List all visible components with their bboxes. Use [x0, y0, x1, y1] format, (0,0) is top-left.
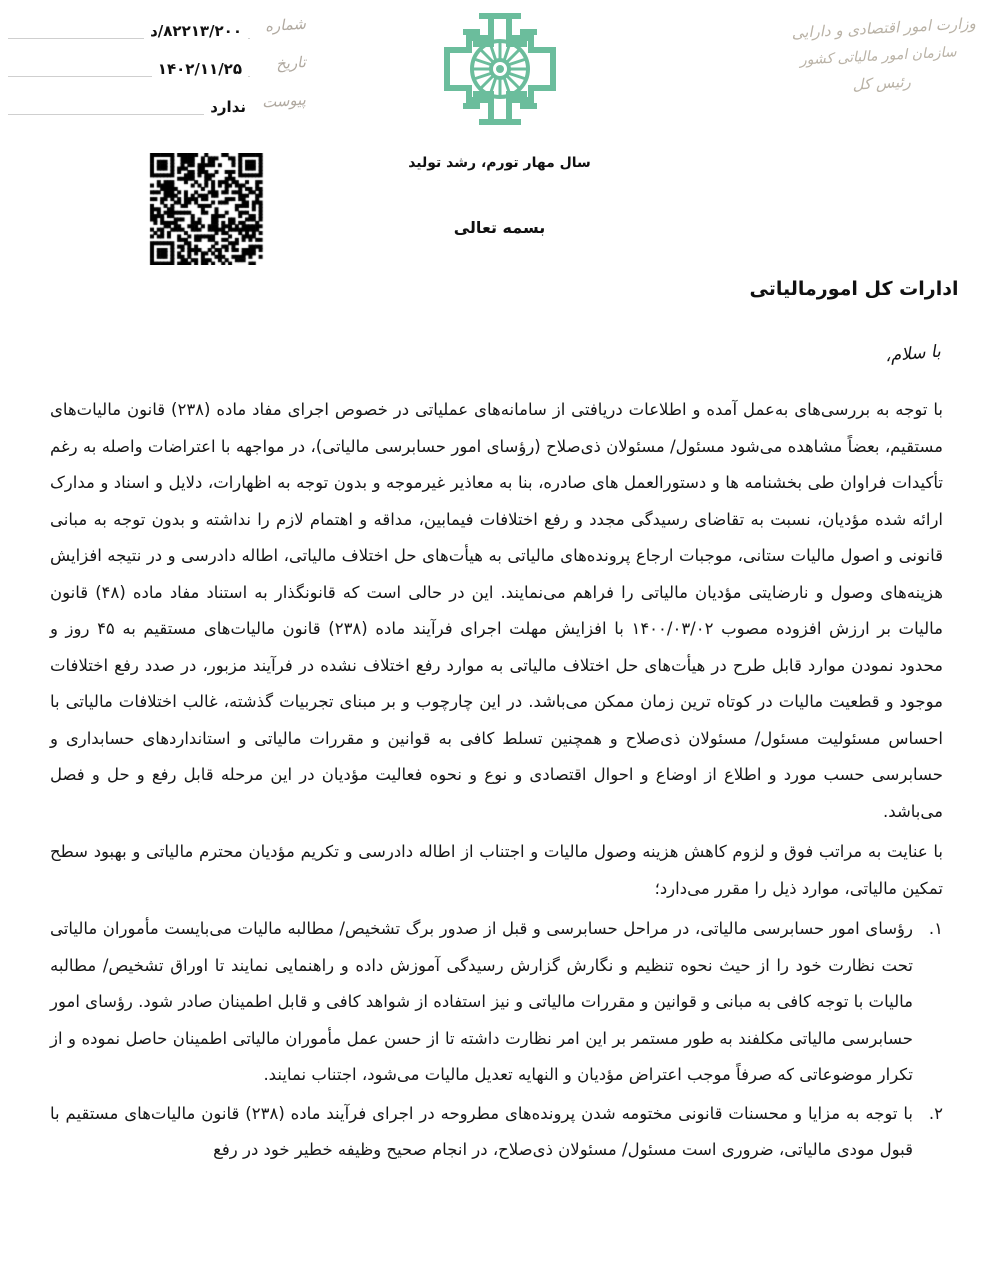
- letterhead-role: رئیس کل: [851, 72, 911, 94]
- letterhead-organization: سازمان امور مالیاتی کشور: [799, 43, 957, 68]
- greeting-text: با سلام،: [884, 341, 942, 367]
- year-slogan: سال مهار تورم، رشد تولید: [408, 155, 591, 171]
- list-item-number: ۲.: [928, 1103, 943, 1123]
- list-item-number: ۱.: [928, 919, 943, 938]
- number-value: ۸۲۲۱۳/۲۰۰/د: [144, 22, 248, 40]
- addressee-heading: ادارات کل امورمالیاتی: [749, 278, 959, 300]
- body-paragraph-2: با عنایت به مراتب فوق و لزوم کاهش هزینه وصول مالیات و اجتناب از اطاله دادرسی و تکریم مؤدیان محترم مالیاتی و بهبود سطح تمکین مالیاتی، موارد ذیل را مقرر می‌دارد؛: [50, 842, 943, 898]
- letter-body: [50, 392, 943, 1171]
- date-label: تاریخ: [275, 52, 307, 74]
- number-label: شماره: [264, 14, 307, 36]
- letterhead-calligraphy: [791, 9, 979, 102]
- letter-header: [0, 0, 999, 367]
- attachment-value: ندارد: [204, 98, 252, 116]
- meta-row-date: [0, 54, 310, 92]
- meta-row-attachment: [0, 92, 310, 130]
- attachment-label: پیوست: [261, 90, 307, 112]
- letter-meta-fields: [0, 16, 310, 130]
- body-paragraph-1: با توجه به بررسی‌های به‌عمل آمده و اطلاعات دریافتی از سامانه‌های عملیاتی در خصوص اجرای مفاد ماده (۲۳۸) قانون مالیات‌های مستقیم، بعضاً مشاهده می‌شود مسئول/ مسئولان ذی‌صلاح (رؤسای امور حسابرسی مالیاتی)، در مواجهه با اعتراضات واصله به رغم تأکیدات فراوان طی بخشنامه ها و دستورالعمل های صادره، بنا به معاذیر غیرموجه و بدون توجه به اظهارات، دلایل و اسناد و مدارک ارائه شده مؤدیان، نسبت به تقاضای رسیدگی مجدد و رفع اختلافات فیمابین، مداقه و اهتمام لازم را نداشته و بدون توجه به مبانی قانونی و اصول مالیات ستانی، موجبات ارجاع پرونده‌های مالیاتی به هیأت‌های حل اختلاف مالیاتی، اطاله دادرسی و در نتیجه افزایش هزینه‌های وصول و نارضایتی مؤدیان مالیاتی را فراهم می‌نمایند. این در حالی است که قانونگذار به استناد مفاد ماده (۴۸) قانون مالیات بر ارزش افزوده مصوب ۱۴۰۰/۰۳/۰۲ با افزایش مهلت اجرای فرآیند ماده (۲۳۸) قانون مالیات‌های مستقیم به ۴۵ روز و محدود نمودن موارد قابل طرح در هیأت‌های حل اختلاف مالیاتی به موارد رفع اختلاف نشده در فرآیند مزبور، در صدد رفع اختلافات موجود و قطعیت مالیات در کوتاه ترین زمان ممکن می‌باشد. در این چارچوب و بر مبنای تجربیات گذشته، غالب اختلافات مالیاتی با احساس مسئولیت مسئول/ مسئولان ذی‌صلاح و همچنین تسلط کافی به قوانین و مقررات مالیاتی و استانداردهای حسابداری و حسابرسی حسب مورد و اطلاع از اوضاع و احوال اقتصادی و نوع و نحوه فعالیت مؤدیان در این مرحله قابل رفع و حل و فصل می‌باشد.: [50, 400, 943, 821]
- list-item-text: رؤسای امور حسابرسی مالیاتی، در مراحل حسابرسی و قبل از صدور برگ تشخیص/ مطالبه مالیات می‌بایست مأموران مالیاتی تحت نظارت خود را از حیث نحوه تنظیم و نگارش گزارش رسیدگی آموزش داده و راهنمایی نمایند تا اوراق تشخیص/ مطالبه مالیات با توجه کافی به مبانی و قوانین و مقررات مالیاتی و نیز استفاده از شواهد کافی و قابل اطمینان صادر شود. رؤسای امور حسابرسی مالیاتی مکلفند به طور مستمر بر این امر نظارت داشته تا از حسن عمل مأموران مالیاتی اطمینان حاصل نموده و از تکرار موضوعاتی که صرفاً موجب اعتراض مؤدیان و النهایه تعدیل مالیات می‌شود، اجتناب نمایند.: [50, 919, 913, 1084]
- ordered-provisions-list: [50, 911, 943, 1169]
- letterhead-ministry: وزارت امور اقتصادی و دارایی: [790, 14, 976, 42]
- list-item: [50, 911, 943, 1094]
- basmala-heading: بسمه تعالی: [453, 218, 546, 237]
- list-item: [50, 1096, 943, 1169]
- date-value: ۱۴۰۲/۱۱/۲۵: [152, 60, 248, 78]
- list-item-text: با توجه به مزایا و محسنات قانونی مختومه شدن پرونده‌های مطروحه در اجرای فرآیند ماده (۲۳۸) قانون مالیات‌های مستقیم با قبول مودی مالیاتی، ضروری است مسئول/ مسئولان ذی‌صلاح، در انجام صحیح وظیفه خطیر خود در رفع: [50, 1103, 913, 1159]
- meta-row-number: [0, 16, 310, 54]
- national-tax-administration-logo: [435, 6, 565, 132]
